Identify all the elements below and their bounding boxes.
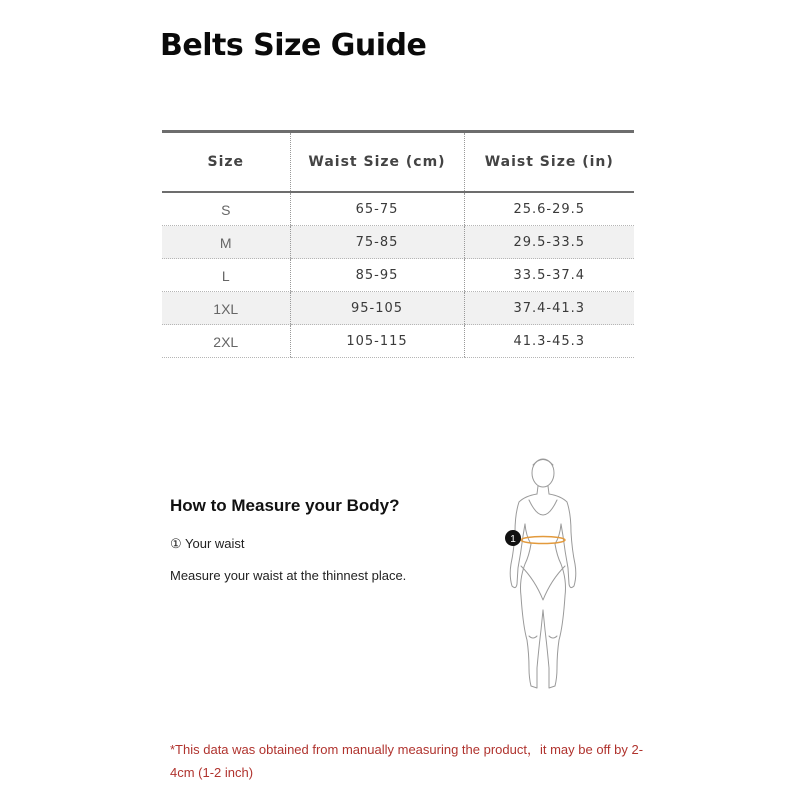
header-waist-cm: Waist Size (cm)	[290, 132, 464, 193]
header-waist-in: Waist Size (in)	[464, 132, 634, 193]
size-cell: 2XL	[162, 325, 290, 358]
waist-in-cell: 41.3-45.3	[464, 325, 634, 358]
table-row	[162, 192, 634, 226]
waist-marker-badge	[505, 530, 521, 546]
waist-measure-line	[521, 537, 565, 544]
measure-step-waist: ① Your waist	[170, 536, 245, 551]
waist-marker-number: 1	[510, 534, 516, 545]
size-cell: M	[162, 226, 290, 259]
waist-in-cell: 25.6-29.5	[464, 192, 634, 226]
waist-cm-cell: 105-115	[290, 325, 464, 358]
waist-cm-cell: 95-105	[290, 292, 464, 325]
waist-in-cell: 33.5-37.4	[464, 259, 634, 292]
table-row	[162, 259, 634, 292]
waist-cm-cell: 85-95	[290, 259, 464, 292]
disclaimer-note: *This data was obtained from manually measuring the product，it may be off by 2-4cm (1-2 inch)	[170, 742, 644, 780]
table-row	[162, 226, 634, 259]
waist-in-cell: 37.4-41.3	[464, 292, 634, 325]
measure-heading: How to Measure your Body?	[170, 496, 400, 515]
measure-description: Measure your waist at the thinnest place.	[170, 568, 407, 583]
size-table	[162, 130, 634, 358]
page-title: Belts Size Guide	[160, 28, 427, 63]
size-cell: L	[162, 259, 290, 292]
body-outline	[510, 459, 576, 688]
size-cell: 1XL	[162, 292, 290, 325]
table-row	[162, 292, 634, 325]
waist-in-cell: 29.5-33.5	[464, 226, 634, 259]
waist-cm-cell: 75-85	[290, 226, 464, 259]
table-header-row	[162, 132, 634, 193]
table-row	[162, 325, 634, 358]
header-size: Size	[207, 154, 245, 170]
size-cell: S	[162, 192, 290, 226]
waist-cm-cell: 65-75	[290, 192, 464, 226]
body-figure-illustration	[455, 440, 625, 700]
